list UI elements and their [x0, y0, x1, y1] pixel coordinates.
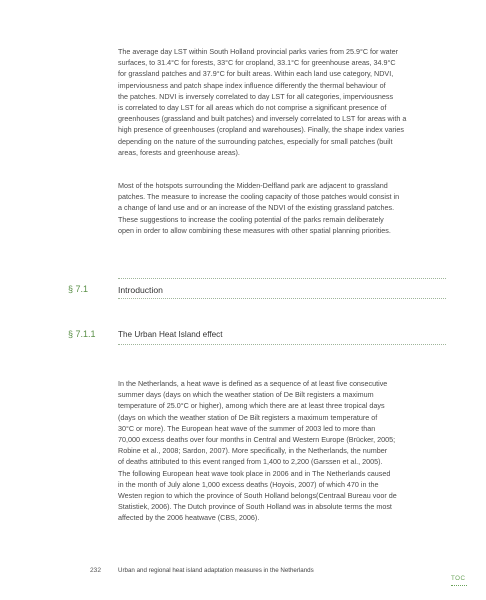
text-line: is correlated to day LST for all areas which do not comprise a significant presence of	[118, 103, 387, 113]
text-line: Most of the hotspots surrounding the Midden-Delfland park are adjacent to grassland	[118, 181, 388, 190]
text-line: temperature of 25.0°C or higher), among which there are at least three tropical days	[118, 401, 385, 411]
paragraph-heat-wave	[118, 378, 446, 524]
toc-link[interactable]: TOC	[451, 575, 466, 582]
text-line: Robine et al., 2008; Sardon, 2007). More specifically, in the Netherlands, the number	[118, 446, 388, 456]
text-line: depending on the nature of the surrounding patches, especially for small patches (built	[118, 136, 393, 146]
text-line: Westen region to which the province of South Holland belongs(Centraal Bureau voor de	[118, 491, 397, 501]
text-line: 70,000 excess deaths over four months in Central and Western Europe (Brücker, 2005;	[118, 435, 396, 445]
text-line: summer days (days on which the weather station of De Bilt registers a maximum	[118, 390, 374, 400]
section-divider	[118, 344, 446, 345]
text-line: Statistiek, 2006). The Dutch province of South Holland was in absolute terms the most	[118, 502, 392, 512]
toc-underline	[451, 585, 467, 586]
text-line: The following European heat wave took place in 2006 and in The Netherlands caused	[118, 468, 391, 478]
text-line: a change of land use and or an increase of the NDVI of the existing grassland patches.	[118, 203, 395, 213]
subsection-number: § 7.1.1	[68, 329, 96, 339]
text-line: patches. The measure to increase the cooling capacity of those patches would consist in	[118, 192, 400, 202]
text-line: areas, forests and greenhouse areas).	[118, 147, 240, 157]
text-line: imperviousness and patch shape index influence differently the thermal behaviour of	[118, 80, 386, 90]
text-line: of deaths attributed to this event ranged from 1,400 to 2,200 (Garssen et al., 2005).	[118, 457, 383, 467]
text-line: In the Netherlands, a heat wave is defined as a sequence of at least five consecutive	[118, 379, 388, 388]
page-number: 232	[90, 567, 102, 574]
text-line: high presence of greenhouses (cropland and warehouses). Finally, the shape index varies	[118, 125, 404, 135]
section-number: § 7.1	[68, 284, 89, 294]
section-divider	[118, 298, 446, 299]
running-footer-title: Urban and regional heat island adaptation measures in the Netherlands	[118, 567, 314, 574]
text-line: surfaces, to 31.4°C for forests, 33°C for cropland, 33.1°C for greenhouse areas, 34.9°C	[118, 58, 396, 68]
subsection-heading: The Urban Heat Island effect	[118, 330, 223, 339]
text-line: The average day LST within South Holland provincial parks varies from 25.9°C for water	[118, 47, 398, 56]
text-line: the patches. NDVI is inversely correlated to day LST for all categories, imperviousness	[118, 91, 394, 101]
text-line: in the month of July alone 1,000 excess deaths (Hoyois, 2007) of which 470 in the	[118, 479, 379, 489]
text-line: open in order to allow combining these measures with other spatial planning priorities.	[118, 225, 391, 235]
text-line: (days on which the weather station of De Bilt registers a maximum temperature of	[118, 412, 378, 422]
paragraph-lst-summary	[118, 46, 446, 158]
section-heading: Introduction	[118, 285, 163, 295]
text-line: These suggestions to increase the cooling potential of the parks remain deliberately	[118, 214, 384, 224]
section-divider	[118, 278, 446, 279]
text-line: affected by the 2006 heatwave (CBS, 2006).	[118, 513, 260, 523]
paragraph-hotspots	[118, 180, 446, 236]
text-line: 30°C or more). The European heat wave of the summer of 2003 led to more than	[118, 423, 376, 433]
text-line: for grassland patches and 37.9°C for built areas. Within each land use category, NDVI,	[118, 69, 394, 79]
text-line: greenhouses (grassland and built patches) and inversely correlated to LST for areas with a	[118, 114, 407, 124]
